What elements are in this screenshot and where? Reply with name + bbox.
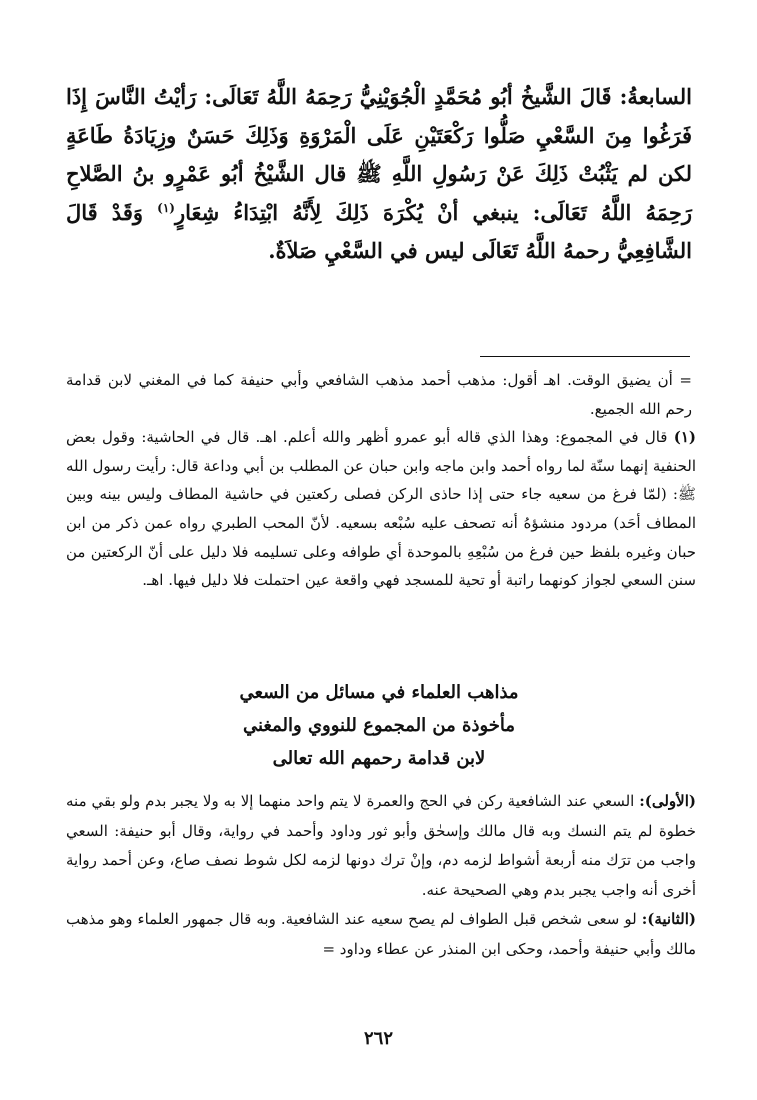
main-paragraph xyxy=(66,78,692,271)
footnote-separator xyxy=(480,356,690,357)
main-text: قَالَ الشَّيخُ أبُو مُحَمَّدٍ الْجُوَيْنِيُّ رَحِمَهُ اللَّهُ تَعَالَى: رَأيْتُ النَّاسَ إِذَا فَرَغُوا مِنَ السَّعْيِ صَلُّوا رَكْعَتَيْنِ عَلَى الْمَرْوَةِ وَذَلِكَ حَسَنٌ وزِيَادَةُ طَاعَةٍ لكن لم يَثْبُتْ ذَلِكَ عَنْ رَسُولِ اللَّهِ ﷺ قال الشَّيْخُ أبُو عَمْرٍو بنُ الصَّلاحِ رَحِمَهُ اللَّهُ تَعَالَى: ينبغي أنْ يُكْرَهَ ذَلِكَ لِأَنَّهُ ابْتِدَاءُ شِعَارٍ xyxy=(66,84,692,225)
body-paragraph-2-tag: (الثانية): xyxy=(641,910,696,928)
section-title-line-1: مذاهب العلماء في مسائل من السعي xyxy=(239,682,519,703)
footnote-1 xyxy=(66,423,696,595)
footnote-continuation: = أن يضيق الوقت. اهـ أقول: مذهب أحمد مذهب الشافعي وأبي حنيفة كما في المغني لابن قدامة رحم الله الجميع. xyxy=(66,371,692,418)
section-title-line-2: مأخوذة من المجموع للنووي والمغني xyxy=(242,715,516,736)
footnote-1-mark: (١) xyxy=(673,428,696,447)
footnote-reference[interactable]: (١) xyxy=(157,200,175,215)
section-title-line-3: لابن قدامة رحمهم الله تعالى xyxy=(272,748,486,769)
body-paragraph-2 xyxy=(66,905,696,964)
section-title xyxy=(66,676,692,775)
body-paragraph-1-text: السعي عند الشافعية ركن في الحج والعمرة لا يتم واحد منهما إلا به ولا يجبر بدم ولو بقي منه خطوة لم يتم النسك وبه قال مالك وإسحٰق وأبو ثور وداود وأحمد في رواية، وقال أبو حنيفة: السعي واجب من ترَك منه أربعة أشواط لزمه دم، وإنْ ترك دونها لزمه لكل شوط نصف صاع، وعن أحمد رواية أخرى أنه واجب يجبر بدم وهي الصحيحة عنه. xyxy=(66,792,696,899)
footnote-1-text: قال في المجموع: وهذا الذي قاله أبو عمرو أظهر والله أعلم. اهـ. قال في الحاشية: وقول بعض الحنفية إنهما سنّة لما رواه أحمد وابن ماجه وابن حبان عن المطلب بن أبي وداعة قال: رأيت رسول الله ﷺ: (لمّا فرغ من سعيه جاء حتى إذا حاذى الركن فصلى ركعتين في حاشية المطاف وليس بينه وبين المطاف أحَد) مردود منشؤهُ أنه تصحف عليه سُبْعه بسعيه. لأنّ المحب الطبري رواه عمن ذكر من ابن حبان وغيره بلفظ حين فرغ من سُبْعِهِ بالموحدة أي طوافه وعلى تسليمه فلا دليل على أنّ الركعتين من سنن السعي لجواز كونهما راتبة أو تحية للمسجد فهي واقعة عين احتملت فلا دليل فيها. اهـ. xyxy=(66,428,696,590)
main-lead-label: السابعةُ: xyxy=(619,84,692,109)
main-text-block xyxy=(66,78,692,271)
main-text-after: وَقَدْ قَالَ الشَّافِعِيُّ رحمهُ اللَّهُ تَعَالَى ليس في السَّعْيِ صَلاَةٌ. xyxy=(66,199,692,263)
body-text xyxy=(66,787,696,964)
footnotes xyxy=(66,366,696,595)
body-paragraph-1 xyxy=(66,787,696,905)
body-paragraph-2-text: لو سعى شخص قبل الطواف لم يصح سعيه عند الشافعية. وبه قال جمهور العلماء وهو مذهب مالك وأبي حنيفة وأحمد، وحكى ابن المنذر عن عطاء وداود = xyxy=(66,910,696,958)
page-number: ٢٦٢ xyxy=(363,1028,393,1049)
body-paragraph-1-tag: (الأولى): xyxy=(639,792,696,810)
